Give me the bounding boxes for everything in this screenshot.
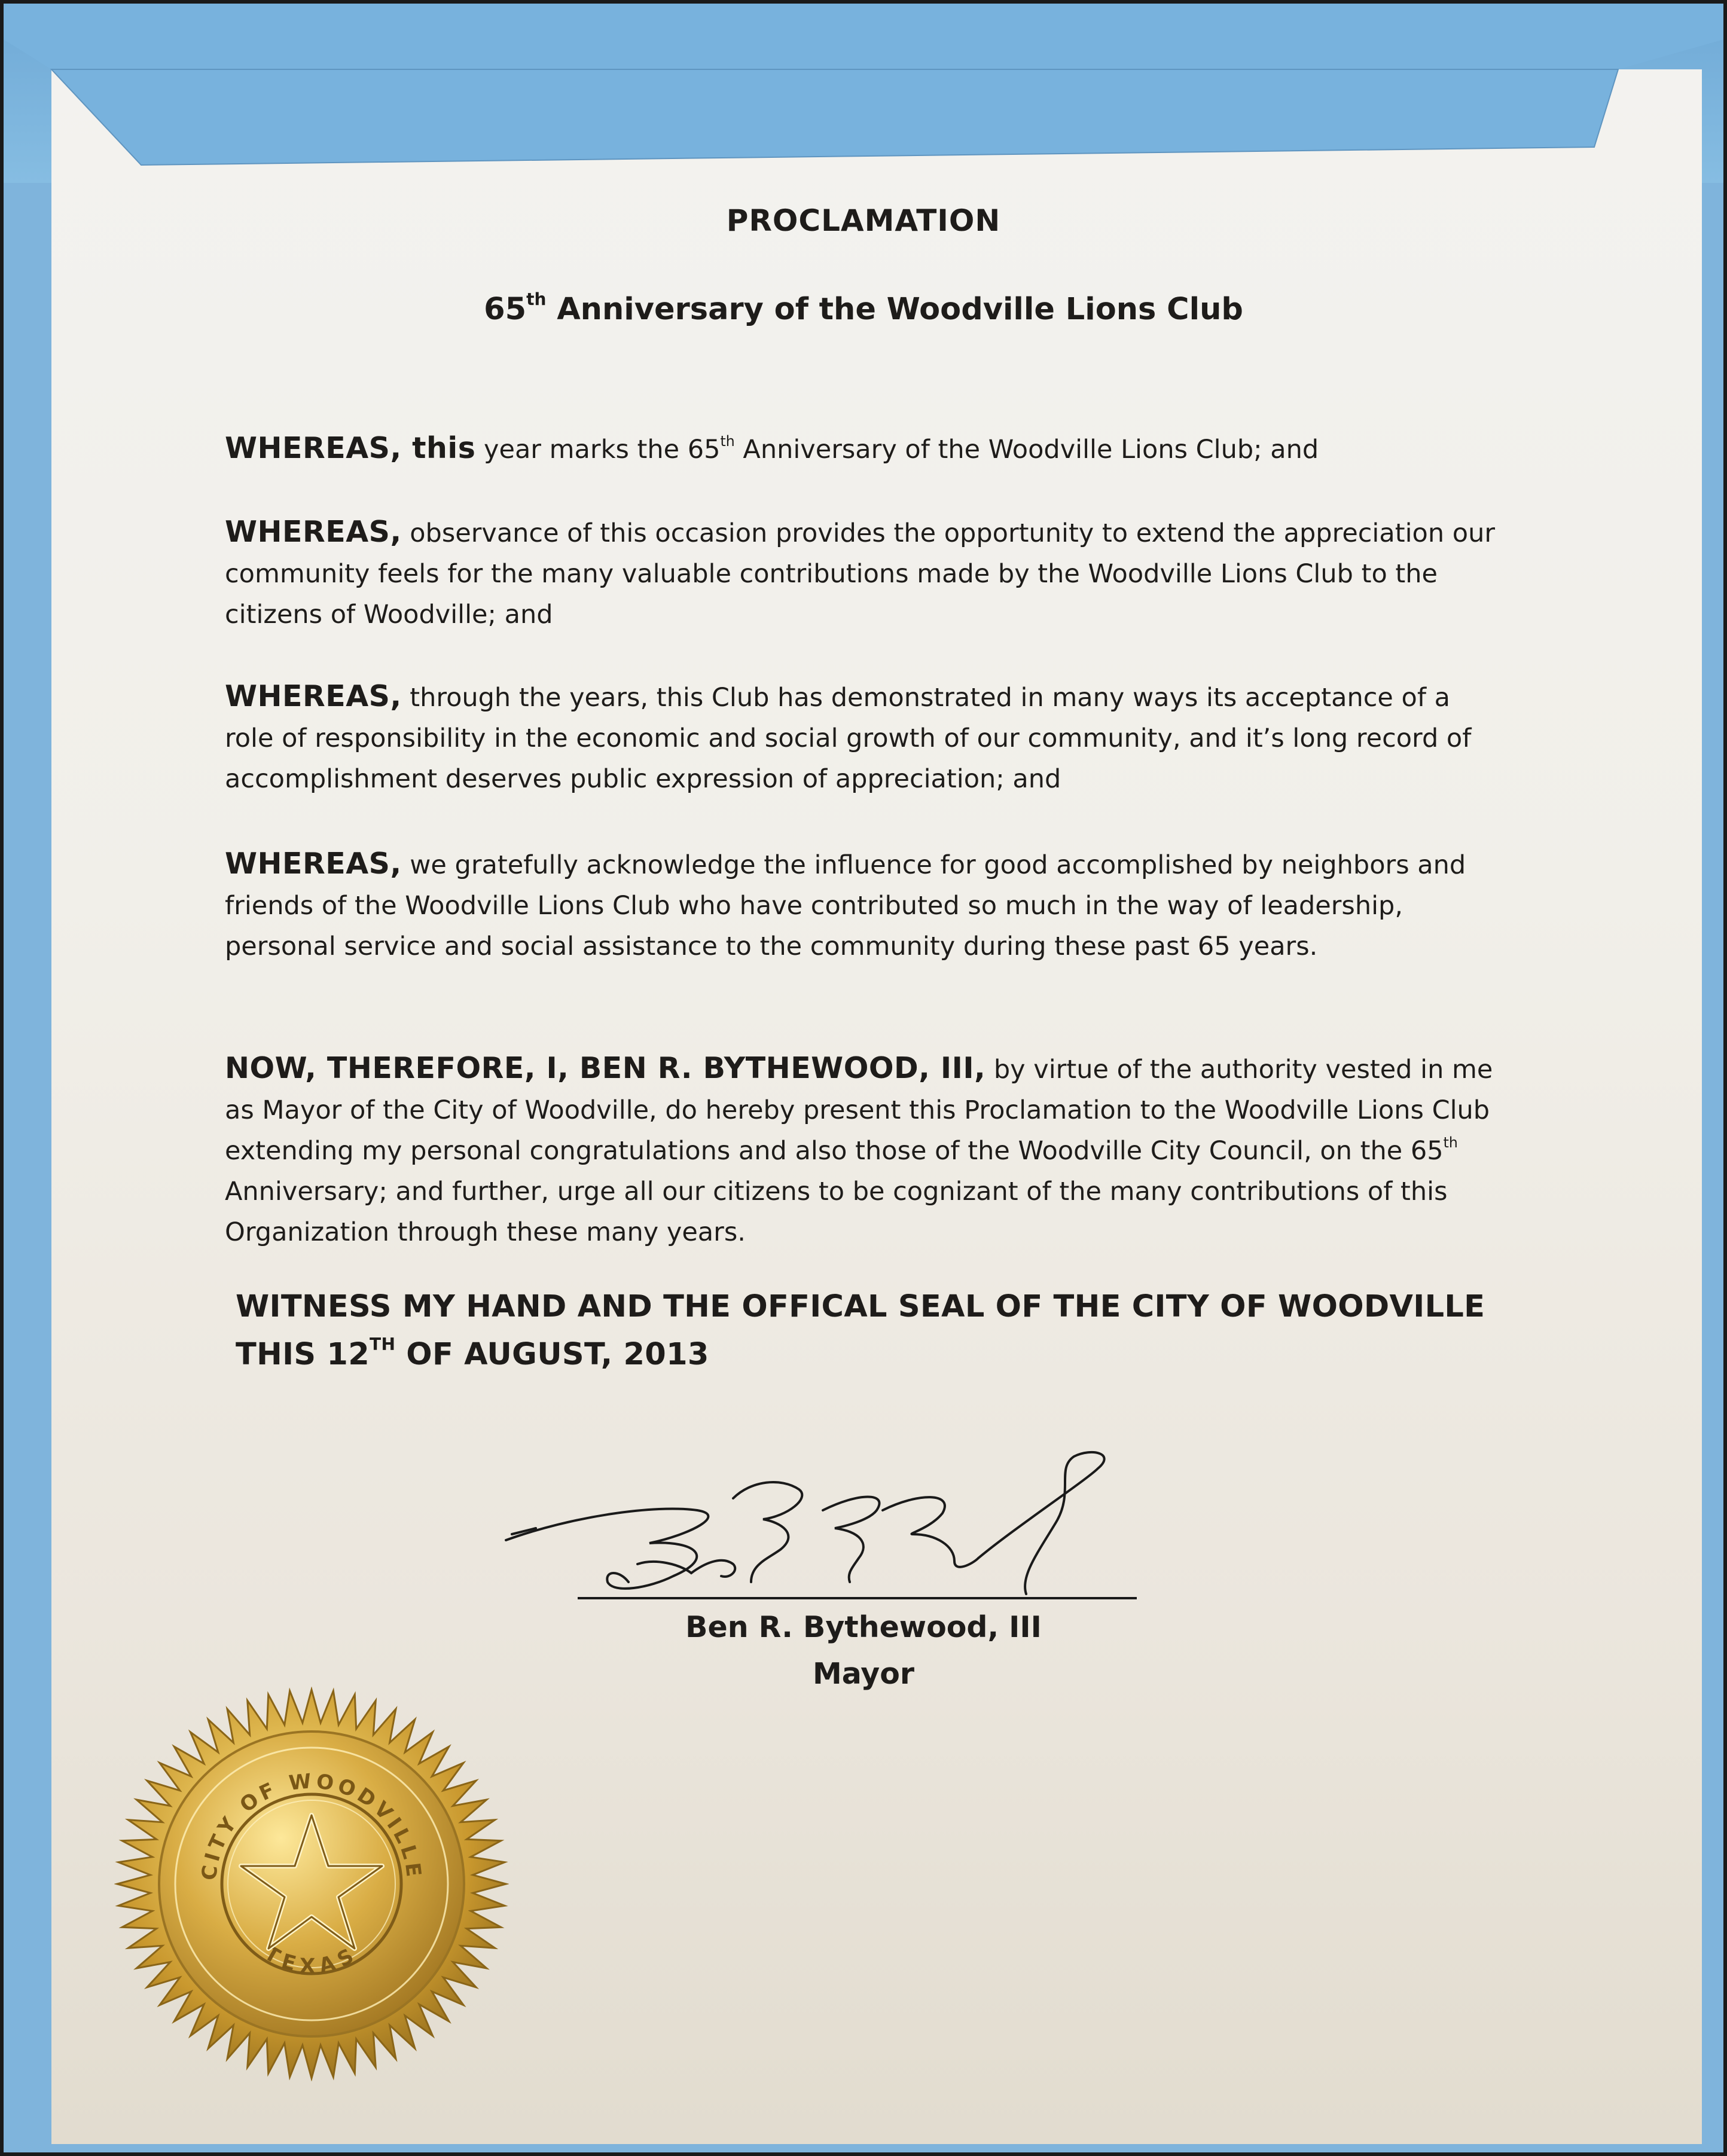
whereas-paragraph-3: WHEREAS, through the years, this Club has demonstrated in many ways its acceptance of a role of responsibility in the economic and social growth of our community, and it’s long record of accomplishment deserves public expression of appreciation; and — [225, 679, 1472, 794]
signature-line — [578, 1597, 1137, 1599]
svg-text:TEXAS: TEXAS — [260, 1941, 363, 1978]
mayor-signature — [500, 1445, 1146, 1606]
svg-text:CITY OF WOODVILLE: CITY OF WOODVILLE — [197, 1769, 426, 1882]
signer-name: Ben R. Bythewood, III — [685, 1610, 1042, 1644]
whereas-paragraph-4: WHEREAS, we gratefully acknowledge the influence for good accomplished by neighbors and friends of the Woodville Lions Club who have contributed so much in the way of leadership, personal service and social assistance to the community during these past 65 years. — [225, 847, 1466, 961]
signer-title: Mayor — [812, 1657, 915, 1691]
whereas-paragraph-2: WHEREAS, observance of this occasion provides the opportunity to extend the appreciation our community feels for the many valuable contributions made by the Woodville Lions Club to the citizens of Woodville; and — [225, 515, 1496, 630]
witness-statement: WITNESS MY HAND AND THE OFFICAL SEAL OF THE CITY OF WOODVILLE THIS 12TH OF AUGUST, 2013 — [236, 1289, 1485, 1372]
document-title: PROCLAMATION — [726, 203, 1001, 238]
folder-flap — [4, 4, 1723, 177]
document-subtitle: 65th Anniversary of the Woodville Lions Club — [484, 289, 1243, 327]
now-therefore-paragraph: NOW, THEREFORE, I, BEN R. BYTHEWOOD, III, by virtue of the authority vested in me as Mayor of the City of Woodville, do hereby present this Proclamation to the Woodville Lions Club extending my personal congratulations and also those of the Woodville City Council, on the 65th Anniversary; and further, urge all our citizens to be cognizant of the many contributions of this Organization through these many years. — [225, 1051, 1493, 1247]
whereas-paragraph-1: WHEREAS, this year marks the 65th Anniversary of the Woodville Lions Club; and — [225, 431, 1319, 465]
gold-seal — [114, 1687, 509, 2081]
